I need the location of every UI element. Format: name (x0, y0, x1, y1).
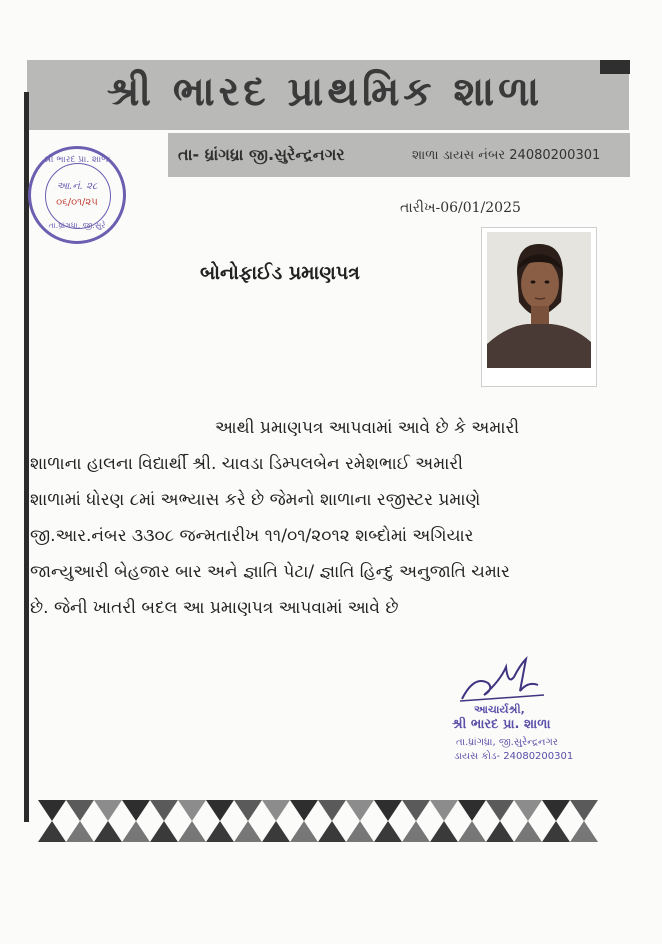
border-triangle-up (290, 821, 318, 842)
principal-signature-block (430, 655, 610, 770)
body-line-2: શાળાના હાલના વિદ્યાર્થી શ્રી. ચાવડા ડિમ્પલબેન રમેશભાઈ અમારી (30, 454, 464, 474)
border-triangle-down (150, 800, 178, 821)
border-triangle-down (486, 800, 514, 821)
border-triangle-up (122, 821, 150, 842)
border-triangle-down (178, 800, 206, 821)
border-triangle-up (430, 821, 458, 842)
border-triangle-up (402, 821, 430, 842)
portrait-icon (487, 232, 591, 368)
border-triangle-up (206, 821, 234, 842)
border-triangle-down (570, 800, 598, 821)
border-triangle-down (66, 800, 94, 821)
border-triangle-up (38, 821, 66, 842)
border-triangle-down (542, 800, 570, 821)
certificate-body (30, 410, 640, 626)
taluka-district: તા- ધ્રાંગધ્રા જી.સુરેન્દ્રનગર (178, 145, 345, 164)
signature-school: શ્રી ભારદ પ્રા. શાળા (452, 717, 551, 732)
border-triangle-down (38, 800, 66, 821)
border-triangle-down (262, 800, 290, 821)
signature-place: તા.ધ્રાંગધ્રા, જી.સુરેન્દ્રનગર (456, 737, 558, 748)
border-triangle-down (458, 800, 486, 821)
certificate-title: બોનોફાઈડ પ્રમાણપત્ર (200, 262, 360, 284)
border-triangle-down (234, 800, 262, 821)
border-triangle-down (318, 800, 346, 821)
stamp-top-text: શ્રી ભારદ પ્રા. શાળા (43, 155, 111, 165)
border-triangle-down (346, 800, 374, 821)
signature-scribble (454, 655, 554, 705)
decorative-triangle-border (38, 800, 598, 842)
photo-image (487, 232, 591, 368)
border-triangle-down (430, 800, 458, 821)
body-line-1: આથી પ્રમાણપત્ર આપવામાં આવે છે કે અમારી (215, 418, 520, 438)
stamp-bottom-text: તા.ધ્રાંગધ્રા, જી.સુરે (48, 221, 106, 230)
border-triangle-up (150, 821, 178, 842)
stamp-number: આ.નં. ૨૮ (56, 181, 98, 192)
border-triangle-up (262, 821, 290, 842)
student-photo (481, 227, 597, 387)
border-triangle-down (290, 800, 318, 821)
border-triangle-up (570, 821, 598, 842)
stamp-inner-ring (45, 163, 111, 229)
border-triangle-up (94, 821, 122, 842)
border-triangle-up (486, 821, 514, 842)
stamp-date: ૦૬/૦૧/૨૫ (56, 197, 98, 208)
body-line-5: જાન્યુઆરી બેહજાર બાર અને જ્ઞાતિ પેટા/ જ્ઞાતિ હિન્દુ અનુજાતિ ચમાર (30, 562, 510, 582)
border-triangle-up (178, 821, 206, 842)
school-stamp (28, 146, 126, 244)
border-triangle-down (514, 800, 542, 821)
border-triangle-up (458, 821, 486, 842)
certificate-date: તારીખ-06/01/2025 (400, 200, 521, 216)
border-triangle-up (374, 821, 402, 842)
border-triangle-up (66, 821, 94, 842)
border-triangle-up (346, 821, 374, 842)
signature-dise: ડાયસ કોડ- 24080200301 (454, 751, 574, 762)
border-triangle-down (122, 800, 150, 821)
border-triangle-down (374, 800, 402, 821)
border-triangle-down (402, 800, 430, 821)
border-triangle-up (318, 821, 346, 842)
body-line-4: જી.આર.નંબર ૩૩૦૮ જન્મતારીખ ૧૧/૦૧/૨૦૧૨ શબ્દોમાં અગિયાર (30, 526, 474, 546)
dise-number: શાળા ડાયસ નંબર 24080200301 (412, 148, 601, 163)
school-name: શ્રી ભારદ પ્રાથમિક શાળા (106, 69, 544, 115)
border-triangle-up (234, 821, 262, 842)
border-triangle-up (542, 821, 570, 842)
body-line-6: છે. જેની ખાતરી બદલ આ પ્રમાણપત્ર આપવામાં આવે છે (30, 598, 399, 618)
body-line-3: શાળામાં ધોરણ ૮માં અભ્યાસ કરે છે જેમનો શાળાના રજીસ્ટર પ્રમાણે (30, 490, 481, 510)
border-triangle-down (94, 800, 122, 821)
signature-role: આચાર્યશ્રી, (474, 703, 525, 716)
border-triangle-down (206, 800, 234, 821)
border-triangle-up (514, 821, 542, 842)
